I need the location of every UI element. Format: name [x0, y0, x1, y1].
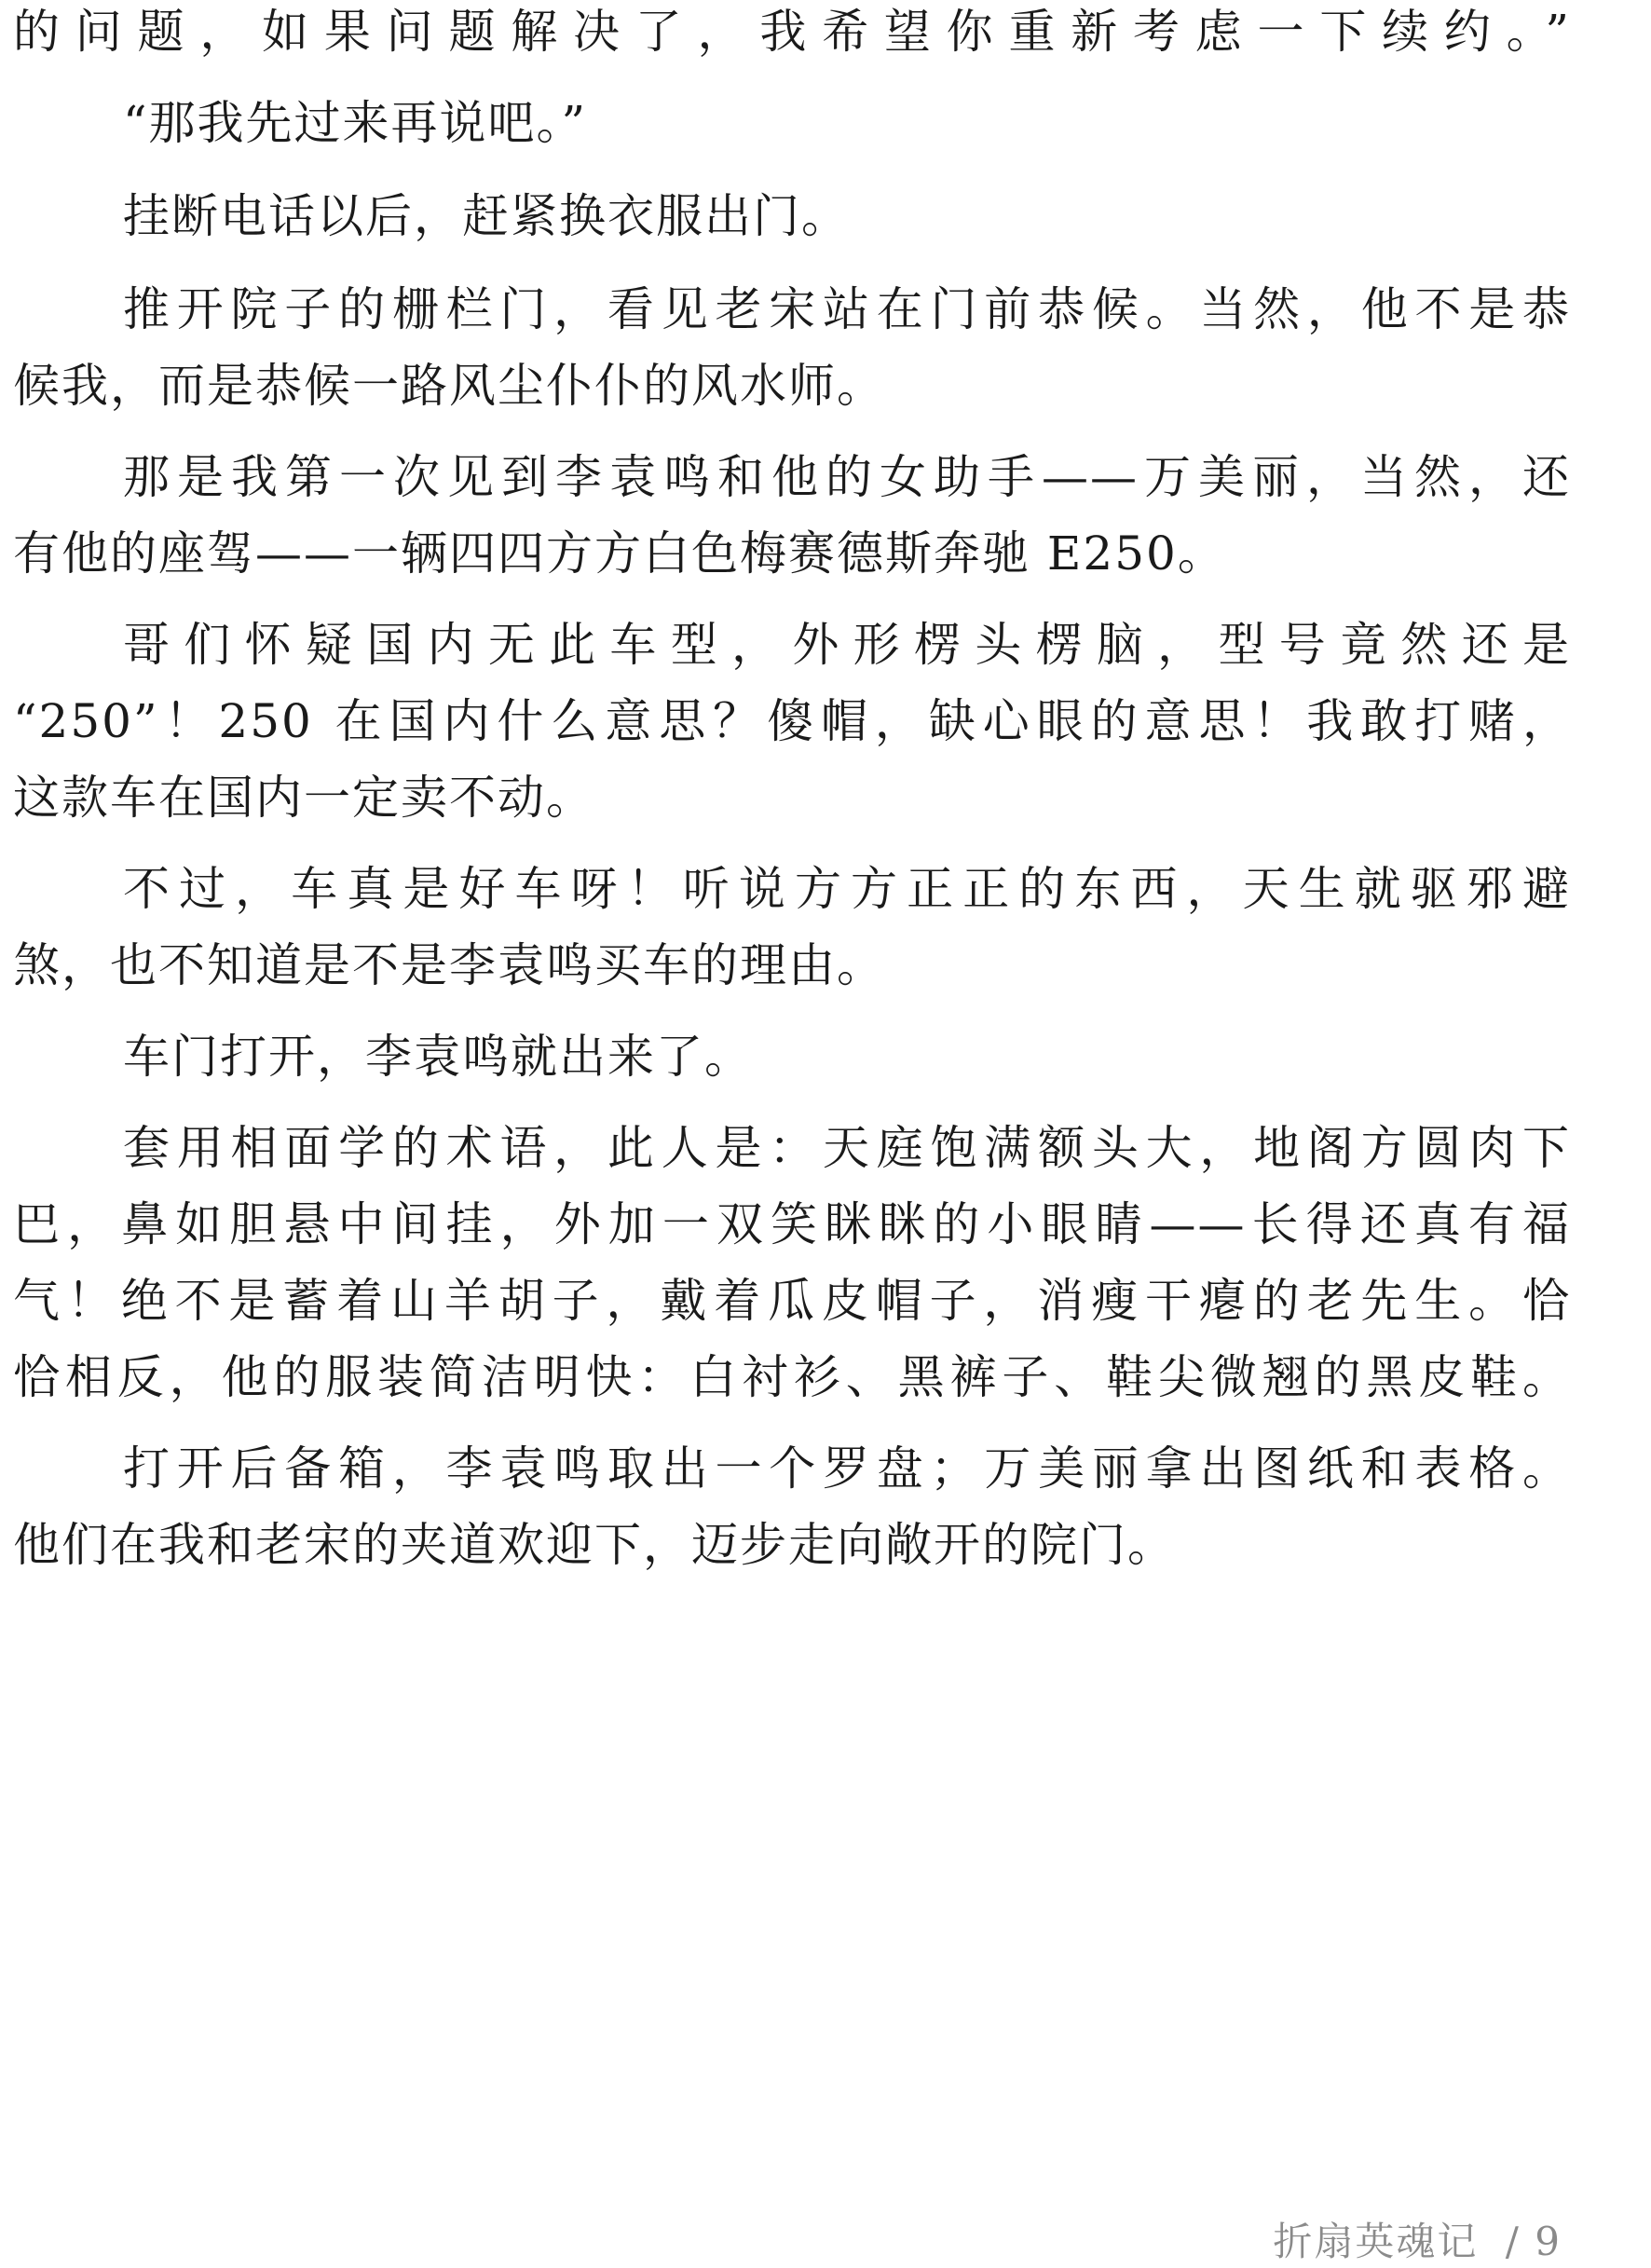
text-line: 哥们怀疑国内无此车型，外形楞头楞脑，型号竟然还是: [123, 618, 1571, 672]
text-line: 不过，车真是好车呀！听说方方正正的东西，天生就驱邪避: [123, 862, 1571, 916]
text-line: 有他的座驾——一辆四四方方白色梅赛德斯奔驰 E250。: [13, 526, 1226, 581]
text-line: 他们在我和老宋的夹道欢迎下，迈步走向敞开的院门。: [13, 1518, 1176, 1572]
text-line: “250”！250 在国内什么意思？傻帽，缺心眼的意思！我敢打赌，: [13, 694, 1571, 748]
text-line: 套用相面学的术语，此人是：天庭饱满额头大，地阁方圆肉下: [123, 1121, 1571, 1175]
text-line: 气！绝不是蓄着山羊胡子，戴着瓜皮帽子，消瘦干瘪的老先生。恰: [13, 1274, 1571, 1328]
page-footer: [1273, 2216, 1562, 2268]
text-line: 那是我第一次见到李袁鸣和他的女助手——万美丽，当然，还: [123, 450, 1571, 504]
text-line: 候我，而是恭候一路风尘仆仆的风水师。: [13, 359, 885, 413]
text-line: 煞，也不知道是不是李袁鸣买车的理由。: [13, 938, 885, 992]
text-line: 的问题，如果问题解决了，我希望你重新考虑一下续约。”: [13, 5, 1571, 59]
book-title: 折扇英魂记: [1273, 2219, 1479, 2264]
text-line: 这款车在国内一定卖不动。: [13, 771, 594, 825]
text-line: 恰相反，他的服装简洁明快：白衬衫、黑裤子、鞋尖微翘的黑皮鞋。: [13, 1350, 1571, 1404]
text-line: “那我先过来再说吧。”: [123, 96, 588, 150]
text-line: 推开院子的栅栏门，看见老宋站在门前恭候。当然，他不是恭: [123, 282, 1571, 336]
text-line: 打开后备箱，李袁鸣取出一个罗盘；万美丽拿出图纸和表格。: [123, 1441, 1571, 1496]
text-line: 挂断电话以后，赶紧换衣服出门。: [123, 189, 850, 243]
text-line: 车门打开，李袁鸣就出来了。: [123, 1030, 753, 1084]
page-number: / 9: [1505, 2219, 1562, 2264]
text-line: 巴，鼻如胆悬中间挂，外加一双笑眯眯的小眼睛——长得还真有福: [13, 1197, 1571, 1251]
